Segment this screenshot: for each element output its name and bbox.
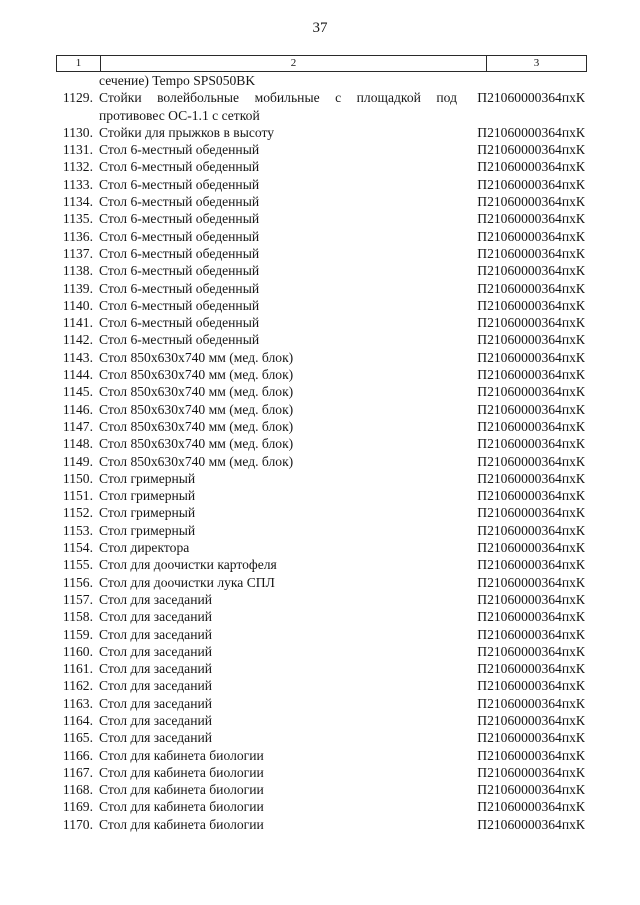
table-row	[56, 643, 585, 660]
row-item-name: Стол для заседаний	[99, 643, 213, 659]
table-row	[56, 574, 585, 591]
row-number: 1168.	[62, 782, 93, 798]
row-item-code: П21060000364пхК	[477, 436, 585, 452]
table-row	[56, 262, 585, 279]
table-row	[56, 660, 585, 677]
row-item-name: Стойки для прыжков в высоту	[99, 124, 275, 140]
row-item-name: Стол 850х630х740 мм (мед. блок)	[99, 349, 294, 365]
row-item-name: Стол 6-местный обеденный	[99, 297, 260, 313]
table-row	[56, 522, 585, 539]
row-item-code: П21060000364пхК	[477, 367, 585, 383]
row-item-code: П21060000364пхК	[477, 176, 585, 192]
row-item-name: Стол 6-местный обеденный	[99, 332, 260, 348]
row-item-code: П21060000364пхК	[477, 194, 585, 210]
table-row	[56, 504, 585, 521]
row-item-code: П21060000364пхК	[477, 488, 585, 504]
table-row	[56, 781, 585, 798]
table-row	[56, 349, 585, 366]
row-number: 1164.	[62, 712, 93, 728]
table-row	[56, 539, 585, 556]
row-item-name: Стол для кабинета биологии	[99, 782, 264, 798]
row-item-name: Стол для кабинета биологии	[99, 799, 264, 815]
table-row	[56, 677, 585, 694]
row-item-code: П21060000364пхК	[477, 280, 585, 296]
row-number: 1129.	[62, 90, 93, 106]
row-number: 1147.	[62, 418, 93, 434]
row-item-code: П21060000364пхК	[477, 574, 585, 590]
table-row	[56, 193, 585, 210]
row-number: 1149.	[62, 453, 93, 469]
table-row	[56, 331, 585, 348]
table-row	[56, 366, 585, 383]
row-item-code: П21060000364пхК	[477, 124, 585, 140]
table-row	[56, 210, 585, 227]
row-item-code: П21060000364пхК	[477, 747, 585, 763]
table-row	[56, 764, 585, 781]
row-item-name: Стол 6-местный обеденный	[99, 194, 260, 210]
row-item-name: Стол 6-местный обеденный	[99, 315, 260, 331]
row-item-name: Стол 6-местный обеденный	[99, 280, 260, 296]
row-number: 1137.	[62, 245, 93, 261]
row-item-code: П21060000364пхК	[477, 211, 585, 227]
continuation-number	[56, 72, 99, 89]
column-header-2: 2	[101, 56, 487, 71]
row-item-name: Стол 850х630х740 мм (мед. блок)	[99, 401, 294, 417]
row-number: 1132.	[62, 159, 93, 175]
column-header-3: 3	[533, 57, 540, 69]
row-number: 1142.	[62, 332, 93, 348]
row-item-code: П21060000364пхК	[477, 799, 585, 815]
row-number: 1169.	[62, 799, 93, 815]
table-row	[56, 747, 585, 764]
table-row	[56, 816, 585, 833]
row-item-name: Стол 850х630х740 мм (мед. блок)	[99, 384, 294, 400]
row-number: 1157.	[62, 591, 93, 607]
table-row	[56, 729, 585, 746]
continuation-text: сечение) Tempo SPS050BK	[99, 73, 256, 88]
row-item-code: П21060000364пхК	[477, 643, 585, 659]
table-row	[56, 280, 585, 297]
row-item-code: П21060000364пхК	[477, 782, 585, 798]
row-number: 1165.	[62, 730, 93, 746]
row-item-code: П21060000364пхК	[477, 142, 585, 158]
row-item-code: П21060000364пхК	[477, 591, 585, 607]
row-number: 1161.	[62, 661, 93, 677]
row-number: 1133.	[62, 176, 93, 192]
row-number: 1159.	[62, 626, 93, 642]
row-item-code: П21060000364пхК	[477, 626, 585, 642]
row-item-name: Стол 6-местный обеденный	[99, 142, 260, 158]
row-number: 1145.	[62, 384, 93, 400]
table-row	[56, 158, 585, 175]
row-number: 1146.	[62, 401, 93, 417]
row-number: 1139.	[62, 280, 93, 296]
table-row	[56, 124, 585, 141]
row-item-name: Стол 6-местный обеденный	[99, 211, 260, 227]
row-item-code: П21060000364пхК	[477, 418, 585, 434]
row-number: 1152.	[62, 505, 93, 521]
row-item-code: П21060000364пхК	[477, 384, 585, 400]
row-number: 1134.	[62, 194, 93, 210]
row-item-name: Стол гримерный	[99, 505, 196, 521]
table-row	[56, 418, 585, 435]
row-item-name: Стол гримерный	[99, 522, 196, 538]
row-item-name: Стол для кабинета биологии	[99, 747, 264, 763]
table-row	[56, 453, 585, 470]
row-number: 1154.	[62, 540, 93, 556]
row-number: 1156.	[62, 574, 93, 590]
table-row	[56, 297, 585, 314]
row-item-code: П21060000364пхК	[477, 159, 585, 175]
table-row	[56, 89, 585, 124]
row-item-name: Стол для заседаний	[99, 678, 213, 694]
row-item-name: Стол 6-местный обеденный	[99, 159, 260, 175]
row-item-name: Стол для заседаний	[99, 626, 213, 642]
table-row	[56, 401, 585, 418]
row-item-code: П21060000364пхК	[477, 678, 585, 694]
row-item-code: П21060000364пхК	[477, 712, 585, 728]
table-row	[56, 556, 585, 573]
row-item-name: Стойки волейбольные мобильные с площадкой под противовес ОС-1.1 с сеткой	[99, 90, 457, 123]
row-item-name: Стол для заседаний	[99, 730, 213, 746]
row-item-code: П21060000364пхК	[477, 609, 585, 625]
row-item-code: П21060000364пхК	[477, 695, 585, 711]
row-item-name: Стол для заседаний	[99, 661, 213, 677]
row-item-name: Стол 6-местный обеденный	[99, 263, 260, 279]
row-item-code: П21060000364пхК	[477, 297, 585, 313]
row-number: 1136.	[62, 228, 93, 244]
row-item-code: П21060000364пхК	[477, 401, 585, 417]
table-row	[56, 435, 585, 452]
row-item-name: Стол для заседаний	[99, 591, 213, 607]
row-number: 1141.	[62, 315, 93, 331]
row-number: 1167.	[62, 764, 93, 780]
row-item-code: П21060000364пхК	[477, 349, 585, 365]
table-row	[56, 591, 585, 608]
row-number: 1158.	[62, 609, 93, 625]
row-number: 1153.	[62, 522, 93, 538]
continuation-code	[457, 72, 585, 89]
row-item-code: П21060000364пхК	[477, 245, 585, 261]
row-item-name: Стол гримерный	[99, 488, 196, 504]
row-number: 1163.	[62, 695, 93, 711]
row-item-name: Стол 850х630х740 мм (мед. блок)	[99, 436, 294, 452]
table-row	[56, 383, 585, 400]
row-item-name: Стол для доочистки лука СПЛ	[99, 574, 275, 590]
row-number: 1130.	[62, 124, 93, 140]
row-item-code: П21060000364пхК	[477, 540, 585, 556]
table-column-header	[56, 55, 587, 72]
row-item-code: П21060000364пхК	[477, 661, 585, 677]
continuation-row	[56, 72, 585, 89]
row-number: 1138.	[62, 263, 93, 279]
row-number: 1140.	[62, 297, 93, 313]
row-item-name: Стол для кабинета биологии	[99, 816, 264, 832]
table-row	[56, 470, 585, 487]
row-item-code: П21060000364пхК	[477, 557, 585, 573]
table-row	[56, 626, 585, 643]
row-item-name: Стол для заседаний	[99, 609, 213, 625]
row-item-name: Стол гримерный	[99, 470, 196, 486]
row-number: 1148.	[62, 436, 93, 452]
table-row	[56, 141, 585, 158]
table-body	[56, 72, 585, 833]
row-number: 1155.	[62, 557, 93, 573]
row-number: 1160.	[62, 643, 93, 659]
row-item-code: П21060000364пхК	[477, 470, 585, 486]
row-number: 1162.	[62, 678, 93, 694]
row-item-code: П21060000364пхК	[477, 263, 585, 279]
page-number: 37	[312, 20, 328, 36]
row-number: 1166.	[62, 747, 93, 763]
table-row	[56, 712, 585, 729]
row-item-name: Стол 850х630х740 мм (мед. блок)	[99, 418, 294, 434]
row-item-code: П21060000364пхК	[477, 730, 585, 746]
table-row	[56, 487, 585, 504]
row-item-code: П21060000364пхК	[477, 228, 585, 244]
row-item-name: Стол 850х630х740 мм (мед. блок)	[99, 453, 294, 469]
table-row	[56, 695, 585, 712]
row-item-name: Стол 6-местный обеденный	[99, 228, 260, 244]
row-number: 1151.	[62, 488, 93, 504]
row-item-name: Стол для заседаний	[99, 695, 213, 711]
table-row	[56, 314, 585, 331]
row-number: 1135.	[62, 211, 93, 227]
table-row	[56, 798, 585, 815]
row-item-code: П21060000364пхК	[477, 332, 585, 348]
row-number: 1150.	[62, 470, 93, 486]
row-item-code: П21060000364пхК	[477, 505, 585, 521]
row-item-code: П21060000364пхК	[477, 90, 585, 106]
row-number: 1170.	[62, 816, 93, 832]
row-item-code: П21060000364пхК	[477, 816, 585, 832]
row-number: 1131.	[62, 142, 93, 158]
row-item-code: П21060000364пхК	[477, 764, 585, 780]
row-item-name: Стол для кабинета биологии	[99, 764, 264, 780]
row-number: 1143.	[62, 349, 93, 365]
row-item-name: Стол 6-местный обеденный	[99, 245, 260, 261]
row-item-code: П21060000364пхК	[477, 522, 585, 538]
row-item-name: Стол директора	[99, 540, 190, 556]
row-item-name: Стол 850х630х740 мм (мед. блок)	[99, 367, 294, 383]
column-header-1: 1	[57, 56, 101, 71]
row-item-code: П21060000364пхК	[477, 315, 585, 331]
table-row	[56, 176, 585, 193]
row-item-name: Стол 6-местный обеденный	[99, 176, 260, 192]
row-item-name: Стол для доочистки картофеля	[99, 557, 277, 573]
table-row	[56, 245, 585, 262]
row-item-name: Стол для заседаний	[99, 712, 213, 728]
table-row	[56, 608, 585, 625]
table-row	[56, 228, 585, 245]
row-item-code: П21060000364пхК	[477, 453, 585, 469]
row-number: 1144.	[62, 367, 93, 383]
